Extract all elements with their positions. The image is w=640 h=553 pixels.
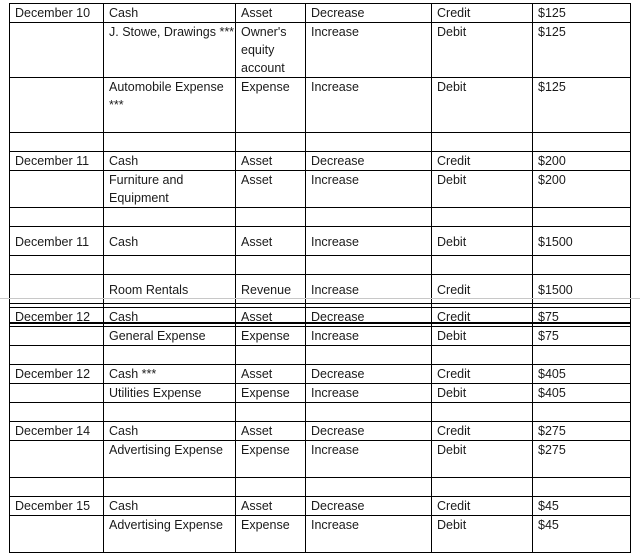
date-cell (10, 384, 104, 403)
account-cell: Cash (104, 308, 236, 327)
entry-cell: Debit (432, 78, 533, 133)
amount-cell (533, 133, 631, 152)
type-cell: Asset (236, 422, 306, 441)
type-cell: Revenue (236, 275, 306, 304)
date-cell: December 12 (10, 308, 104, 327)
date-cell: December 11 (10, 227, 104, 256)
change-cell: Decrease (306, 308, 432, 327)
type-cell: Asset (236, 308, 306, 327)
amount-cell: $1500 (533, 275, 631, 304)
amount-cell (533, 403, 631, 422)
table-row (10, 346, 631, 365)
change-cell: Increase (306, 23, 432, 78)
table-row (10, 403, 631, 422)
account-cell: Automobile Expense *** (104, 78, 236, 133)
change-cell: Decrease (306, 365, 432, 384)
account-cell: Room Rentals (104, 275, 236, 304)
table-row (10, 441, 631, 478)
account-cell: Advertising Expense (104, 516, 236, 553)
amount-cell: $200 (533, 152, 631, 171)
amount-cell: $1500 (533, 227, 631, 256)
change-cell: Increase (306, 384, 432, 403)
amount-cell: $125 (533, 4, 631, 23)
amount-cell: $275 (533, 422, 631, 441)
type-cell (236, 346, 306, 365)
type-cell: Expense (236, 441, 306, 478)
type-cell: Asset (236, 171, 306, 208)
account-cell (104, 478, 236, 497)
amount-cell: $75 (533, 308, 631, 327)
change-cell: Increase (306, 275, 432, 304)
table-row (10, 171, 631, 208)
journal-table-2 (9, 307, 631, 553)
amount-cell: $405 (533, 365, 631, 384)
account-cell: Cash (104, 227, 236, 256)
table-row (10, 133, 631, 152)
table-row (10, 497, 631, 516)
change-cell: Increase (306, 227, 432, 256)
table-row (10, 4, 631, 23)
type-cell: Asset (236, 152, 306, 171)
amount-cell: $125 (533, 78, 631, 133)
amount-cell: $405 (533, 384, 631, 403)
date-cell: December 12 (10, 365, 104, 384)
account-cell (104, 346, 236, 365)
type-cell (236, 208, 306, 227)
change-cell (306, 478, 432, 497)
account-cell (104, 208, 236, 227)
date-cell (10, 208, 104, 227)
amount-cell: $200 (533, 171, 631, 208)
date-cell (10, 133, 104, 152)
date-cell: December 10 (10, 4, 104, 23)
table-row (10, 365, 631, 384)
amount-cell: $275 (533, 441, 631, 478)
account-cell: Cash (104, 497, 236, 516)
entry-cell: Debit (432, 441, 533, 478)
table-row (10, 275, 631, 304)
date-cell: December 14 (10, 422, 104, 441)
date-cell: December 15 (10, 497, 104, 516)
amount-cell (533, 478, 631, 497)
entry-cell: Credit (432, 152, 533, 171)
change-cell: Decrease (306, 497, 432, 516)
amount-cell: $45 (533, 497, 631, 516)
table-row (10, 384, 631, 403)
date-cell (10, 171, 104, 208)
change-cell (306, 346, 432, 365)
entry-cell: Debit (432, 384, 533, 403)
date-cell (10, 78, 104, 133)
type-cell (236, 256, 306, 275)
table-row (10, 23, 631, 78)
entry-cell (432, 346, 533, 365)
date-cell (10, 256, 104, 275)
change-cell: Decrease (306, 152, 432, 171)
entry-cell: Credit (432, 422, 533, 441)
entry-cell: Credit (432, 497, 533, 516)
account-cell: Cash (104, 422, 236, 441)
journal-table-1 (9, 3, 631, 324)
amount-cell: $75 (533, 327, 631, 346)
date-cell (10, 275, 104, 304)
change-cell: Decrease (306, 422, 432, 441)
date-cell (10, 23, 104, 78)
change-cell: Increase (306, 78, 432, 133)
amount-cell: $125 (533, 23, 631, 78)
account-cell (104, 403, 236, 422)
entry-cell: Credit (432, 365, 533, 384)
type-cell: Asset (236, 497, 306, 516)
type-cell (236, 133, 306, 152)
change-cell (306, 208, 432, 227)
type-cell: Asset (236, 365, 306, 384)
date-cell (10, 346, 104, 365)
type-cell: Owner's equity account (236, 23, 306, 78)
type-cell: Expense (236, 384, 306, 403)
table-row (10, 256, 631, 275)
date-cell (10, 327, 104, 346)
table-row (10, 422, 631, 441)
amount-cell (533, 256, 631, 275)
type-cell: Expense (236, 78, 306, 133)
type-cell: Expense (236, 516, 306, 553)
type-cell (236, 403, 306, 422)
amount-cell: $45 (533, 516, 631, 553)
account-cell: General Expense (104, 327, 236, 346)
date-cell (10, 441, 104, 478)
table-row (10, 327, 631, 346)
change-cell: Increase (306, 327, 432, 346)
table-row (10, 478, 631, 497)
entry-cell (432, 478, 533, 497)
table-row (10, 516, 631, 553)
amount-cell (533, 208, 631, 227)
entry-cell: Debit (432, 171, 533, 208)
table-row (10, 308, 631, 327)
entry-cell: Credit (432, 308, 533, 327)
type-cell: Expense (236, 327, 306, 346)
date-cell (10, 403, 104, 422)
type-cell: Asset (236, 4, 306, 23)
table-row (10, 78, 631, 133)
table-row (10, 227, 631, 256)
change-cell (306, 133, 432, 152)
entry-cell (432, 208, 533, 227)
type-cell: Asset (236, 227, 306, 256)
change-cell: Decrease (306, 4, 432, 23)
change-cell: Increase (306, 441, 432, 478)
type-cell (236, 478, 306, 497)
account-cell: Cash (104, 4, 236, 23)
change-cell: Increase (306, 516, 432, 553)
entry-cell: Credit (432, 4, 533, 23)
account-cell: Furniture and Equipment (104, 171, 236, 208)
date-cell: December 11 (10, 152, 104, 171)
entry-cell (432, 133, 533, 152)
entry-cell: Credit (432, 275, 533, 304)
account-cell: Cash (104, 152, 236, 171)
account-cell: Cash *** (104, 365, 236, 384)
entry-cell: Debit (432, 516, 533, 553)
table-row (10, 208, 631, 227)
entry-cell (432, 403, 533, 422)
page-divider (0, 298, 640, 299)
account-cell: J. Stowe, Drawings *** (104, 23, 236, 78)
date-cell (10, 478, 104, 497)
entry-cell (432, 256, 533, 275)
entry-cell: Debit (432, 227, 533, 256)
account-cell (104, 133, 236, 152)
date-cell (10, 516, 104, 553)
table-row (10, 152, 631, 171)
account-cell: Utilities Expense (104, 384, 236, 403)
change-cell: Increase (306, 171, 432, 208)
change-cell (306, 256, 432, 275)
amount-cell (533, 346, 631, 365)
account-cell: Advertising Expense (104, 441, 236, 478)
account-cell (104, 256, 236, 275)
change-cell (306, 403, 432, 422)
entry-cell: Debit (432, 23, 533, 78)
entry-cell: Debit (432, 327, 533, 346)
